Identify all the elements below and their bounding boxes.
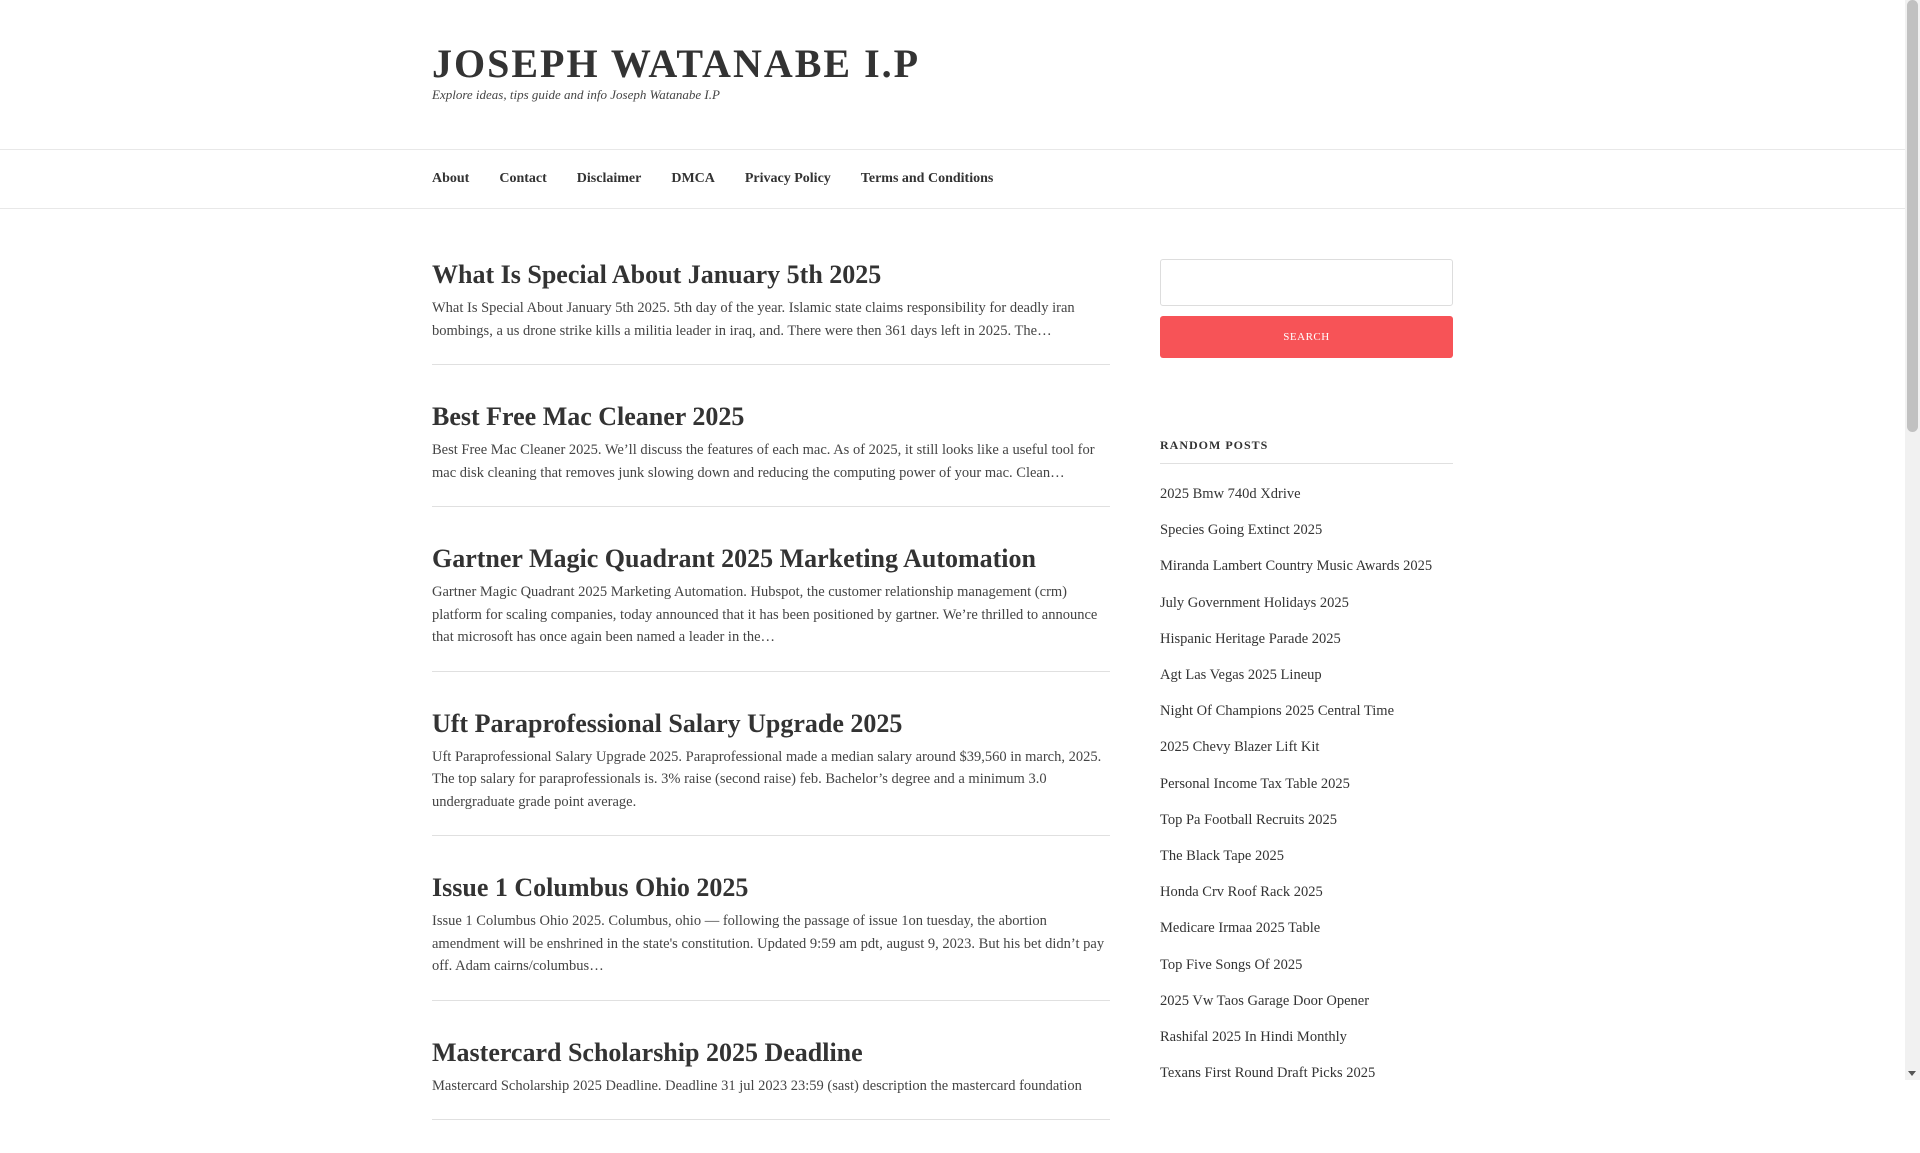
sidebar <box>1160 259 1453 1091</box>
post-title[interactable]: Uft Paraprofessional Salary Upgrade 2025 <box>432 708 903 738</box>
search-button[interactable]: SEARCH <box>1160 316 1453 358</box>
post-title[interactable]: Issue 1 Columbus Ohio 2025 <box>432 873 749 902</box>
random-posts-title: RANDOM POSTS <box>1160 438 1453 464</box>
random-post-link[interactable]: 2025 Vw Taos Garage Door Opener <box>1160 992 1370 1009</box>
nav-about[interactable]: About <box>432 171 470 186</box>
site-title[interactable]: JOSEPH WATANABE I.P <box>432 41 921 86</box>
post-item <box>432 398 1110 507</box>
post-item <box>432 540 1110 672</box>
post-excerpt: Gartner Magic Quadrant 2025 Marketing Automation. Hubspot, the customer relationship management (crm) platform for scaling companies, today announced that it has been positioned by gartner. We’re thrilled to announce that microsoft has once again been named a leader in the… <box>432 584 1098 645</box>
post-title[interactable]: What Is Special About January 5th 2025 <box>432 260 882 289</box>
random-post-link[interactable]: Agt Las Vegas 2025 Lineup <box>1160 667 1322 684</box>
random-post-link[interactable]: Rashifal 2025 In Hindi Monthly <box>1160 1029 1347 1046</box>
post-item <box>432 1034 1110 1121</box>
post-item <box>432 256 1110 365</box>
post-title[interactable]: Best Free Mac Cleaner 2025 <box>432 402 745 431</box>
random-post-link[interactable]: July Government Holidays 2025 <box>1160 594 1349 611</box>
random-post-link[interactable]: 2025 Chevy Blazer Lift Kit <box>1160 739 1320 756</box>
post-item <box>432 869 1110 1001</box>
random-post-link[interactable]: Medicare Irmaa 2025 Table <box>1160 920 1321 937</box>
random-post-link[interactable]: 2025 Bmw 740d Xdrive <box>1160 486 1301 502</box>
random-post-link[interactable]: Honda Crv Roof Rack 2025 <box>1160 884 1323 901</box>
random-post-link[interactable]: Top Five Songs Of 2025 <box>1160 956 1303 973</box>
site-header <box>0 0 1905 150</box>
nav-terms-and-conditions[interactable]: Terms and Conditions <box>860 171 994 186</box>
post-excerpt: Issue 1 Columbus Ohio 2025. Columbus, ohio — following the passage of issue 1on tuesday, the abortion amendment will be enshrined in the state's constitution. Updated 9:59 am pdt, august 9, 2023. But his bet didn’t pay off. Adam cairns/columbus… <box>432 913 1105 974</box>
nav-privacy-policy[interactable]: Privacy Policy <box>744 171 831 186</box>
nav-disclaimer[interactable]: Disclaimer <box>576 171 642 186</box>
main-navigation <box>0 150 1905 209</box>
scroll-down-icon[interactable] <box>1908 1071 1916 1076</box>
post-excerpt: Mastercard Scholarship 2025 Deadline. Deadline 31 jul 2023 23:59 (sast) description the mastercard foundation <box>432 1077 1082 1094</box>
post-excerpt: What Is Special About January 5th 2025. 5th day of the year. Islamic state claims responsibility for deadly iran bombings, a us drone strike kills a militia leader in iraq, and. There were then 361 days left in 2025. The… <box>432 300 1075 339</box>
random-post-link[interactable]: Hispanic Heritage Parade 2025 <box>1160 630 1341 647</box>
random-post-link[interactable]: Top Pa Football Recruits 2025 <box>1160 811 1338 828</box>
random-post-link[interactable]: Species Going Extinct 2025 <box>1160 522 1323 539</box>
vertical-scrollbar[interactable] <box>1905 0 1920 1080</box>
random-post-link[interactable]: Night Of Champions 2025 Central Time <box>1160 703 1395 720</box>
nav-contact[interactable]: Contact <box>499 171 547 186</box>
nav-dmca[interactable]: DMCA <box>671 171 715 186</box>
post-title[interactable]: Mastercard Scholarship 2025 Deadline <box>432 1037 863 1067</box>
random-post-link[interactable]: Personal Income Tax Table 2025 <box>1160 775 1350 792</box>
random-post-link[interactable]: The Black Tape 2025 <box>1160 848 1284 865</box>
random-post-link[interactable]: Texans First Round Draft Picks 2025 <box>1160 1065 1376 1082</box>
nav-list <box>432 150 1023 208</box>
post-title[interactable]: Gartner Magic Quadrant 2025 Marketing Automation <box>432 544 1036 573</box>
post-item <box>432 705 1110 837</box>
scrollbar-thumb[interactable] <box>1907 0 1918 432</box>
post-excerpt: Uft Paraprofessional Salary Upgrade 2025. Paraprofessional made a median salary around $39,560 in march, 2025. The top salary for paraprofessionals is. 3% raise (second raise) feb. Bachelor’s degree and a minimum 3.0 undergraduate grade point average. <box>432 748 1102 810</box>
random-post-link[interactable]: Miranda Lambert Country Music Awards 2025 <box>1160 558 1433 575</box>
random-posts-list <box>1160 476 1453 1091</box>
site-tagline: Explore ideas, tips guide and info Joseph Watanabe I.P <box>432 87 720 102</box>
search-input[interactable] <box>1160 259 1453 306</box>
post-excerpt: Best Free Mac Cleaner 2025. We’ll discuss the features of each mac. As of 2025, it still looks like a useful tool for mac disk cleaning that removes junk slowing down and reducing the computing power of your mac. Clean… <box>432 442 1095 481</box>
post-list <box>432 256 1110 1153</box>
